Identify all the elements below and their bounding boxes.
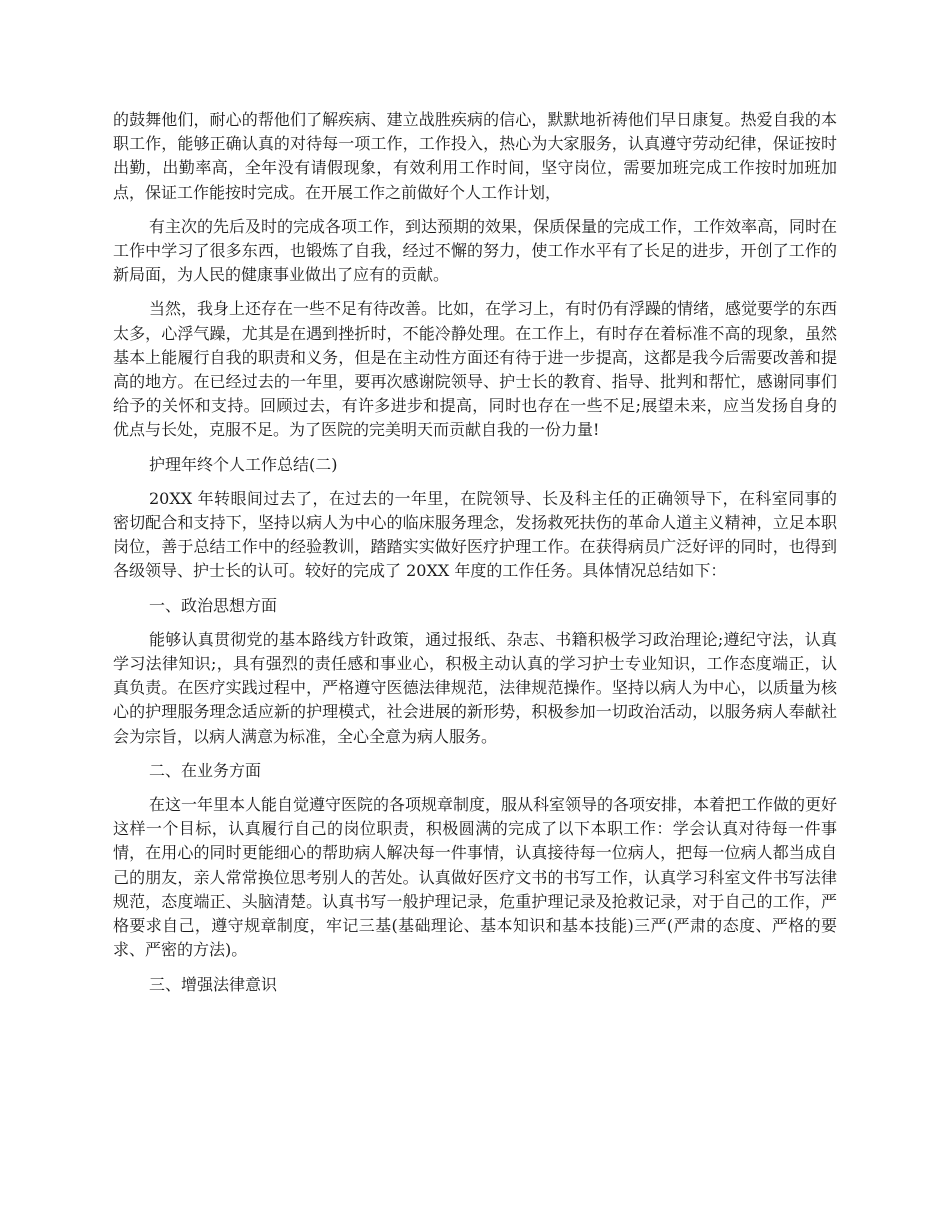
paragraph-political-thought: 能够认真贯彻党的基本路线方针政策，通过报纸、杂志、书籍积极学习政治理论;遵纪守法，认真学习法律知识;，具有强烈的责任感和事业心，积极主动认真的学习护士专业知识，工作态度端正，认真负责。在医疗实践过程中，严格遵守医德法律规范，法律规范操作。坚持以病人为中心，以质量为核心的护理服务理念适应新的护理模式，社会进展的新形势，积极参加一切政治活动，以服务病人奉献社会为宗旨，以病人满意为标准，全心全意为病人服务。: [113, 629, 837, 746]
document-body: [113, 108, 837, 1007]
heading-political-thought: 一、政治思想方面: [149, 595, 278, 615]
paragraph-shortcomings: 当然，我身上还存在一些不足有待改善。比如，在学习上，有时仍有浮躁的情绪，感觉要学的东西太多，心浮气躁，尤其是在遇到挫折时，不能冷静处理。在工作上，有时存在着标准不高的现象，虽然基本上能履行自我的职责和义务，但是在主动性方面还有待于进一步提高，这都是我今后需要改善和提高的地方。在已经过去的一年里，要再次感谢院领导、护士长的教育、指导、批判和帮忙，感谢同事们给予的关怀和支持。回顾过去，有许多进步和提高，同时也存在一些不足;展望未来，应当发扬自身的优点与长处，克服不足。为了医院的完美明天而贡献自我的一份力量!: [113, 299, 838, 440]
heading-legal-awareness: 三、增强法律意识: [149, 974, 278, 994]
paragraph-continuation: 的鼓舞他们，耐心的帮他们了解疾病、建立战胜疾病的信心，默默地祈祷他们早日康复。热爱自我的本职工作，能够正确认真的对待每一项工作，工作投入，热心为大家服务，认真遵守劳动纪律，保证按时出勤，出勤率高，全年没有请假现象，有效利用工作时间，坚守岗位，需要加班完成工作按时加班加点，保证工作能按时完成。在开展工作之前做好个人工作计划，: [113, 110, 837, 202]
heading-professional-work: 二、在业务方面: [149, 760, 262, 780]
paragraph-work-completion: 有主次的先后及时的完成各项工作，到达预期的效果，保质保量的完成工作，工作效率高，同时在工作中学习了很多东西，也锻炼了自我，经过不懈的努力，使工作水平有了长足的进步，开创了工作的新局面，为人民的健康事业做出了应有的贡献。: [113, 216, 838, 285]
section-title-summary-two: 护理年终个人工作总结(二): [149, 454, 338, 474]
paragraph-professional-work: 在这一年里本人能自觉遵守医院的各项规章制度，服从科室领导的各项安排，本着把工作做的更好这样一个目标，认真履行自己的岗位职责，积极圆满的完成了以下本职工作：学会认真对待每一件事情，在用心的同时更能细心的帮助病人解决每一件事情，认真接待每一位病人，把每一位病人都当成自己的朋友，亲人常常换位思考别人的苦处。认真做好医疗文书的书写工作，认真学习科室文件书写法律规范，态度端正、头脑清楚。认真书写一般护理记录，危重护理记录及抢救记录，对于自己的工作，严格要求自己，遵守规章制度，牢记三基(基础理论、基本知识和基本技能)三严(严肃的态度、严格的要求、严密的方法)。: [113, 795, 838, 960]
paragraph-year-overview: 20XX 年转眼间过去了，在过去的一年里，在院领导、长及科主任的正确领导下，在科室同事的密切配合和支持下，坚持以病人为中心的临床服务理念，发扬救死扶伤的革命人道主义精神，立足本职岗位，善于总结工作中的经验教训，踏踏实实做好医疗护理工作。在获得病员广泛好评的同时，也得到各级领导、护士长的认可。较好的完成了 20XX 年度的工作任务。具体情况总结如下：: [113, 488, 837, 581]
